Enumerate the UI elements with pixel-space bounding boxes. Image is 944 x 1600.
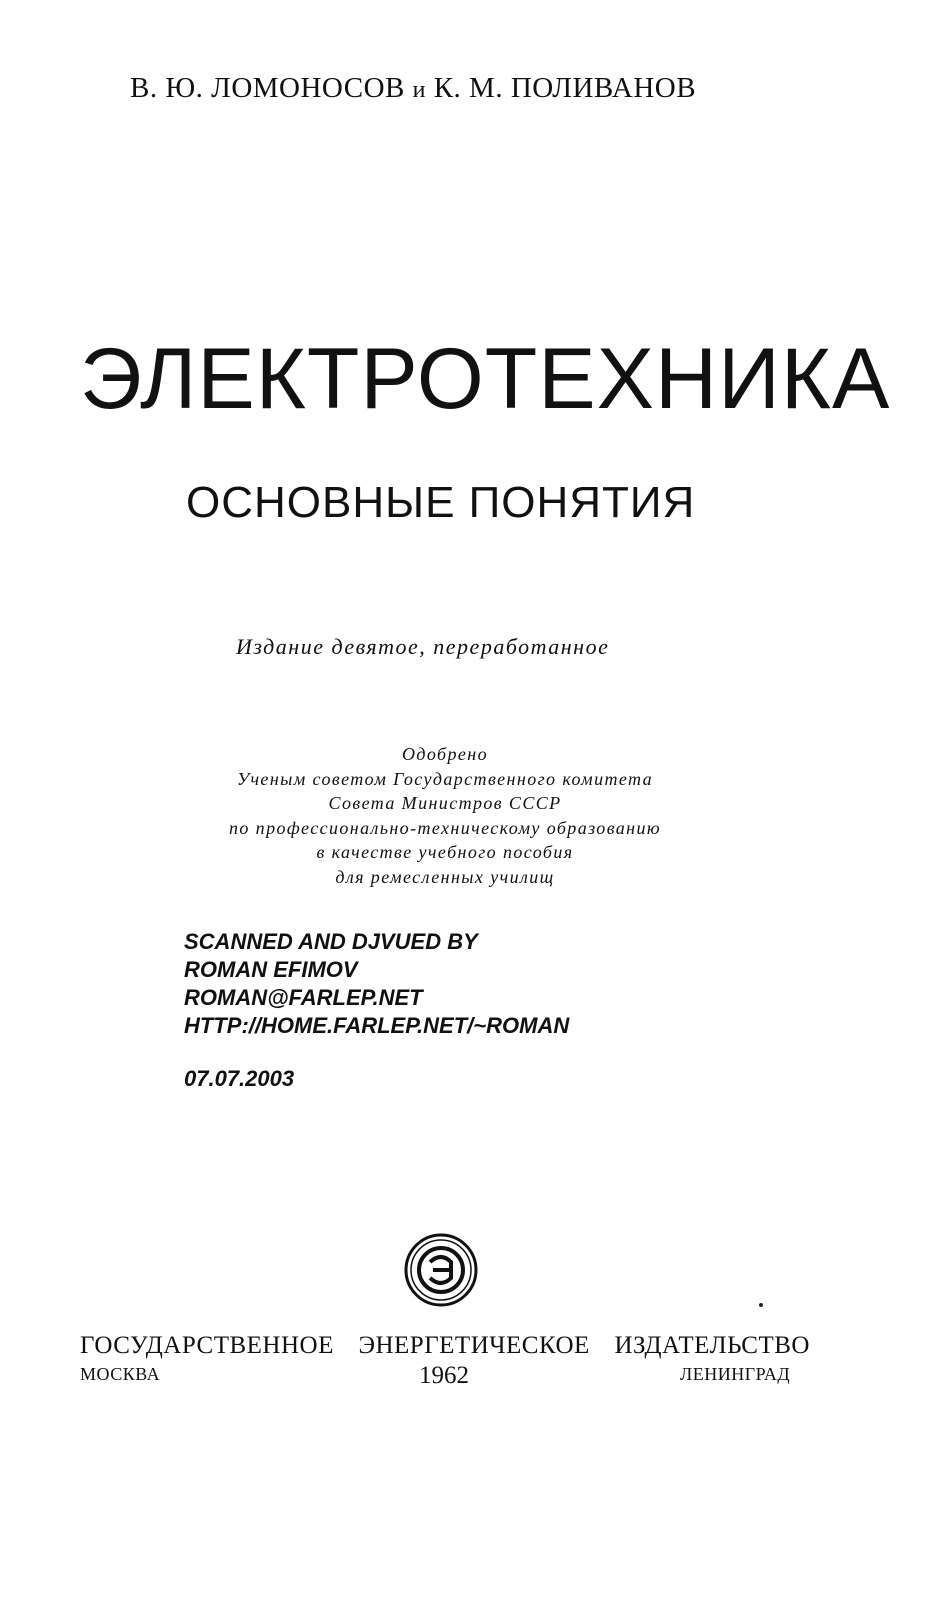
approval-line: для ремесленных училищ [335,866,555,887]
approval-line: Совета Министров СССР [328,793,562,813]
author-first: В. Ю. ЛОМОНОСОВ [130,72,405,104]
book-subtitle: ОСНОВНЫЕ ПОНЯТИЯ [186,478,696,527]
scan-credit-line: SCANNED AND DJVUED BY [184,929,478,954]
approval-line: Ученым советом Государственного комитета [236,768,654,789]
imprint-city-moscow: МОСКВА [80,1364,161,1384]
author-second: К. М. ПОЛИВАНОВ [433,72,697,104]
approval-line: Одобрено [401,744,489,764]
scan-credit-line: ROMAN@FARLEP.NET [184,985,423,1010]
publisher-word: ИЗДАТЕЛЬСТВО [614,1332,810,1359]
scan-credit-line: HTTP://HOME.FARLEP.NET/~ROMAN [184,1013,570,1038]
publisher-emblem-icon [403,1232,479,1308]
approval-line: по профессионально-техническому образованию [228,817,662,838]
scan-speck [759,1303,763,1307]
scan-credit [184,928,569,1040]
book-title: ЭЛЕКТРОТЕХНИКА [80,331,891,427]
author-conjunction: и [412,77,426,103]
publisher-word: ЭНЕРГЕТИЧЕСКОЕ [358,1332,590,1359]
scan-date: 07.07.2003 [184,1066,295,1091]
approval-line: в качестве учебного пособия [316,842,574,862]
publisher-word: ГОСУДАРСТВЕННОЕ [80,1332,334,1359]
approval-block [180,742,710,889]
scan-credit-line: ROMAN EFIMOV [184,957,358,982]
publisher-name [80,1332,810,1360]
authors-line [130,72,696,105]
imprint-year: 1962 [419,1362,469,1389]
imprint-city-leningrad: ЛЕНИНГРАД [680,1364,791,1384]
edition-note: Издание девятое, переработанное [236,634,610,659]
